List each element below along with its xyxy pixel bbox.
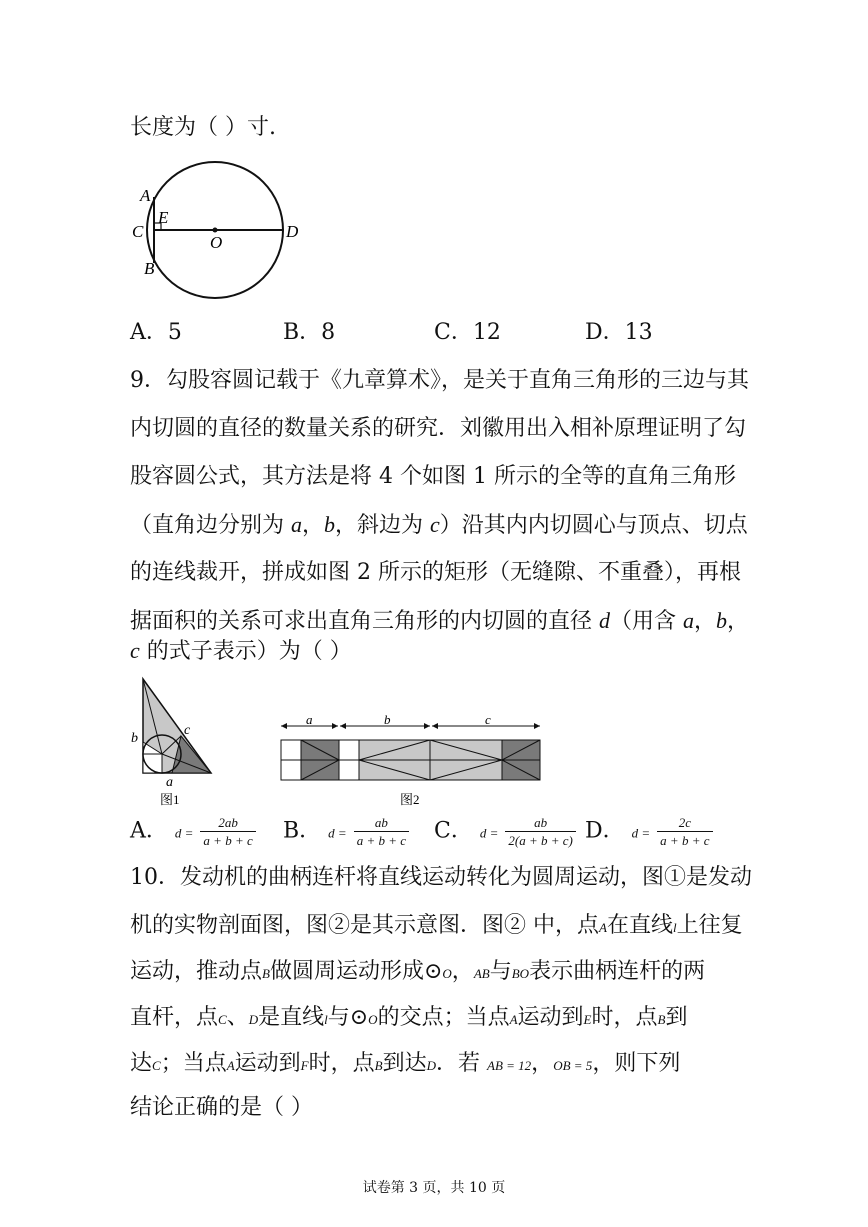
- q9-line-7: c 的式子表示）为（ ）: [130, 638, 352, 664]
- q9-option-a: A． d = $\frac{2ab}{a + b + c}$: [130, 814, 256, 849]
- fig2-label-c: c: [485, 714, 491, 727]
- q9-line-2: 内切圆的直径的数量关系的研究．刘徽用出入相补原理证明了勾: [130, 416, 747, 441]
- q9-option-d: D． d = $\frac{2c}{a + b + c}$: [585, 814, 713, 849]
- q9-option-c: C． d = $\frac{ab}{2(a + b + c)}$: [434, 814, 576, 849]
- center-dot: [213, 228, 218, 233]
- label-o: O: [210, 233, 223, 252]
- fig2-label-b: b: [384, 714, 391, 727]
- q9-line-1: 9．勾股容圆记载于《九章算术》，是关于直角三角形的三边与其: [130, 368, 749, 393]
- fig1-label-b: b: [131, 731, 138, 746]
- fig1-label-c: c: [184, 723, 191, 738]
- q10-line-4: 直杆，点C、D是直线l与⊙O的交点；当点A运动到E时，点B到: [130, 1005, 688, 1030]
- q9-line-6: 据面积的关系可求出直角三角形的内切圆的直径 d（用含 a，b，: [130, 608, 750, 634]
- page-footer: 试卷第 3 页，共 10 页: [362, 1180, 506, 1196]
- q9-line-5: 的连线裁开，拼成如图 2 所示的矩形（无缝隙、不重叠），再根: [130, 560, 741, 585]
- q9-figure-2: [278, 714, 544, 810]
- q8-tail-text: 长度为（ ）寸.: [130, 115, 276, 140]
- q10-line-1: 10．发动机的曲柄连杆将直线运动转化为圆周运动，图①是发动: [130, 865, 752, 890]
- q9-option-b: B． d = $\frac{ab}{a + b + c}$: [283, 814, 409, 849]
- fig1-label-a: a: [166, 775, 173, 790]
- q10-line-3: 运动，推动点B做圆周运动形成⊙O，AB与BO表示曲柄连杆的两: [130, 959, 706, 984]
- q8-option-c: C．12: [434, 320, 501, 345]
- q8-circle-figure: [126, 155, 326, 305]
- label-a: A: [140, 186, 151, 205]
- q9-line-3: 股容圆公式，其方法是将 4 个如图 1 所示的全等的直角三角形: [130, 464, 736, 489]
- label-b: B: [144, 259, 155, 278]
- fig2-label-a: a: [306, 714, 313, 727]
- q8-option-b: B．8: [283, 320, 336, 345]
- fig2-caption: 图2: [400, 792, 420, 807]
- label-d: D: [286, 222, 299, 241]
- q9-figure-1: [126, 676, 221, 811]
- q10-line-6: 结论正确的是（ ）: [130, 1095, 313, 1120]
- fig1-caption: 图1: [160, 792, 180, 807]
- q10-line-2: 机的实物剖面图，图②是其示意图．图② 中，点A在直线l上往复: [130, 913, 743, 938]
- q8-option-a: A．5: [130, 320, 182, 345]
- q10-line-5: 达C；当点A运动到F时，点B到达D．若 AB = 12，OB = 5，则下列: [130, 1051, 681, 1076]
- label-c: C: [132, 222, 144, 241]
- q9-line-4: （直角边分别为 a，b，斜边为 c）沿其内内切圆心与顶点、切点: [130, 512, 748, 538]
- label-e: E: [158, 208, 169, 227]
- q8-option-d: D．13: [585, 320, 653, 345]
